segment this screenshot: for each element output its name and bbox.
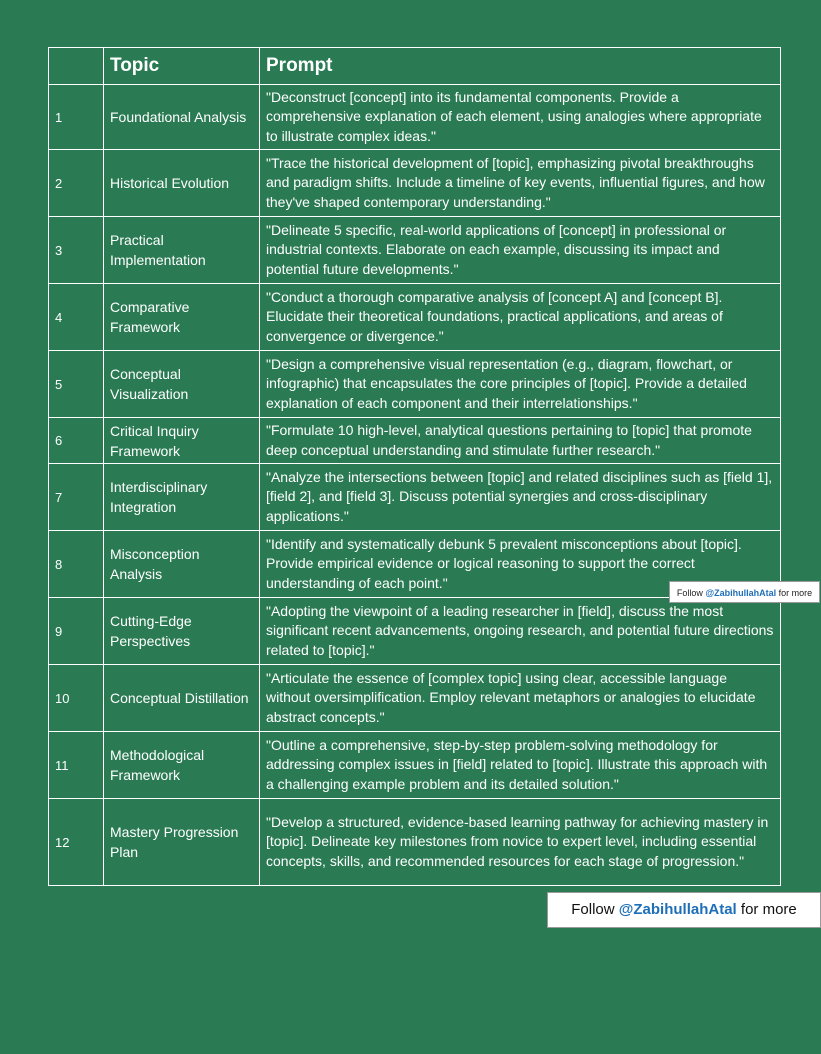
row-prompt: "Articulate the essence of [complex topic] using clear, accessible language without oversimplification. Employ relevant metaphors or analogies to elucidate abstract concepts." [260,665,781,732]
table-row [49,732,781,799]
row-number: 8 [49,531,104,598]
table-row [49,351,781,418]
header-topic: Topic [104,48,260,85]
table-row [49,217,781,284]
row-topic: Conceptual Distillation [104,665,260,732]
row-prompt: "Design a comprehensive visual representation (e.g., diagram, flowchart, or infographic) that encapsulates the core principles of [topic]. Provide a detailed explanation of each component and their interrelationships." [260,351,781,418]
row-topic: Cutting-Edge Perspectives [104,598,260,665]
row-number: 12 [49,799,104,886]
row-number: 1 [49,85,104,150]
row-topic: Interdisciplinary Integration [104,464,260,531]
row-number: 2 [49,150,104,217]
table-row [49,665,781,732]
row-topic: Comparative Framework [104,284,260,351]
row-number: 9 [49,598,104,665]
row-number: 3 [49,217,104,284]
row-number: 11 [49,732,104,799]
follow-prefix: Follow [676,588,706,598]
row-prompt: "Formulate 10 high-level, analytical questions pertaining to [topic] that promote deep conceptual understanding and stimulate further research." [260,418,781,464]
row-prompt: "Conduct a thorough comparative analysis of [concept A] and [concept B]. Elucidate their theoretical foundations, practical applications, and areas of convergence or divergence." [260,284,781,351]
row-topic: Foundational Analysis [104,85,260,150]
row-topic: Practical Implementation [104,217,260,284]
table-row [49,799,781,886]
follow-suffix: for more [736,901,797,918]
row-number: 6 [49,418,104,464]
row-prompt: "Deconstruct [concept] into its fundamental components. Provide a comprehensive explanation of each element, using analogies where appropriate to illustrate complex ideas." [260,85,781,150]
table-row [49,464,781,531]
follow-watermark-small [669,581,820,603]
follow-banner [547,892,821,928]
row-topic: Critical Inquiry Framework [104,418,260,464]
header-prompt: Prompt [260,48,781,85]
row-prompt: "Identify and systematically debunk 5 prevalent misconceptions about [topic]. Provide empirical evidence or logical reasoning to support the correct understanding of each point." [260,531,781,598]
table-row [49,284,781,351]
row-prompt: "Develop a structured, evidence-based learning pathway for achieving mastery in [topic]. Delineate key milestones from novice to expert level, including essential concepts, skills, and recommended resources for each stage of progression." [260,799,781,886]
table-row [49,85,781,150]
prompt-table [48,47,781,886]
row-prompt: "Analyze the intersections between [topic] and related disciplines such as [field 1], [field 2], and [field 3]. Discuss potential synergies and cross-disciplinary applications." [260,464,781,531]
follow-suffix: for more [776,588,813,598]
row-topic: Mastery Progression Plan [104,799,260,886]
row-topic: Conceptual Visualization [104,351,260,418]
table-header-row [49,48,781,85]
row-number: 7 [49,464,104,531]
row-topic: Historical Evolution [104,150,260,217]
row-prompt: "Adopting the viewpoint of a leading researcher in [field], discuss the most significant recent advancements, ongoing research, and potential future directions related to [topic]." [260,598,781,665]
author-handle-link[interactable]: @ZabihullahAtal [618,901,737,918]
row-prompt: "Delineate 5 specific, real-world applications of [concept] in professional or industrial contexts. Elaborate on each example, discussing its impact and potential future developments." [260,217,781,284]
row-prompt: "Trace the historical development of [topic], emphasizing pivotal breakthroughs and paradigm shifts. Include a timeline of key events, influential figures, and how they've shaped contemporary understanding." [260,150,781,217]
author-handle-link[interactable]: @ZabihullahAtal [705,588,777,598]
table-row [49,418,781,464]
header-number [49,48,104,85]
table-row [49,598,781,665]
row-number: 5 [49,351,104,418]
row-topic: Misconception Analysis [104,531,260,598]
row-prompt: "Outline a comprehensive, step-by-step problem-solving methodology for addressing complex issues in [field] related to [topic]. Illustrate this approach with a challenging example problem and its detailed solution." [260,732,781,799]
row-number: 10 [49,665,104,732]
follow-prefix: Follow [571,901,619,918]
row-number: 4 [49,284,104,351]
table-row [49,150,781,217]
row-topic: Methodological Framework [104,732,260,799]
